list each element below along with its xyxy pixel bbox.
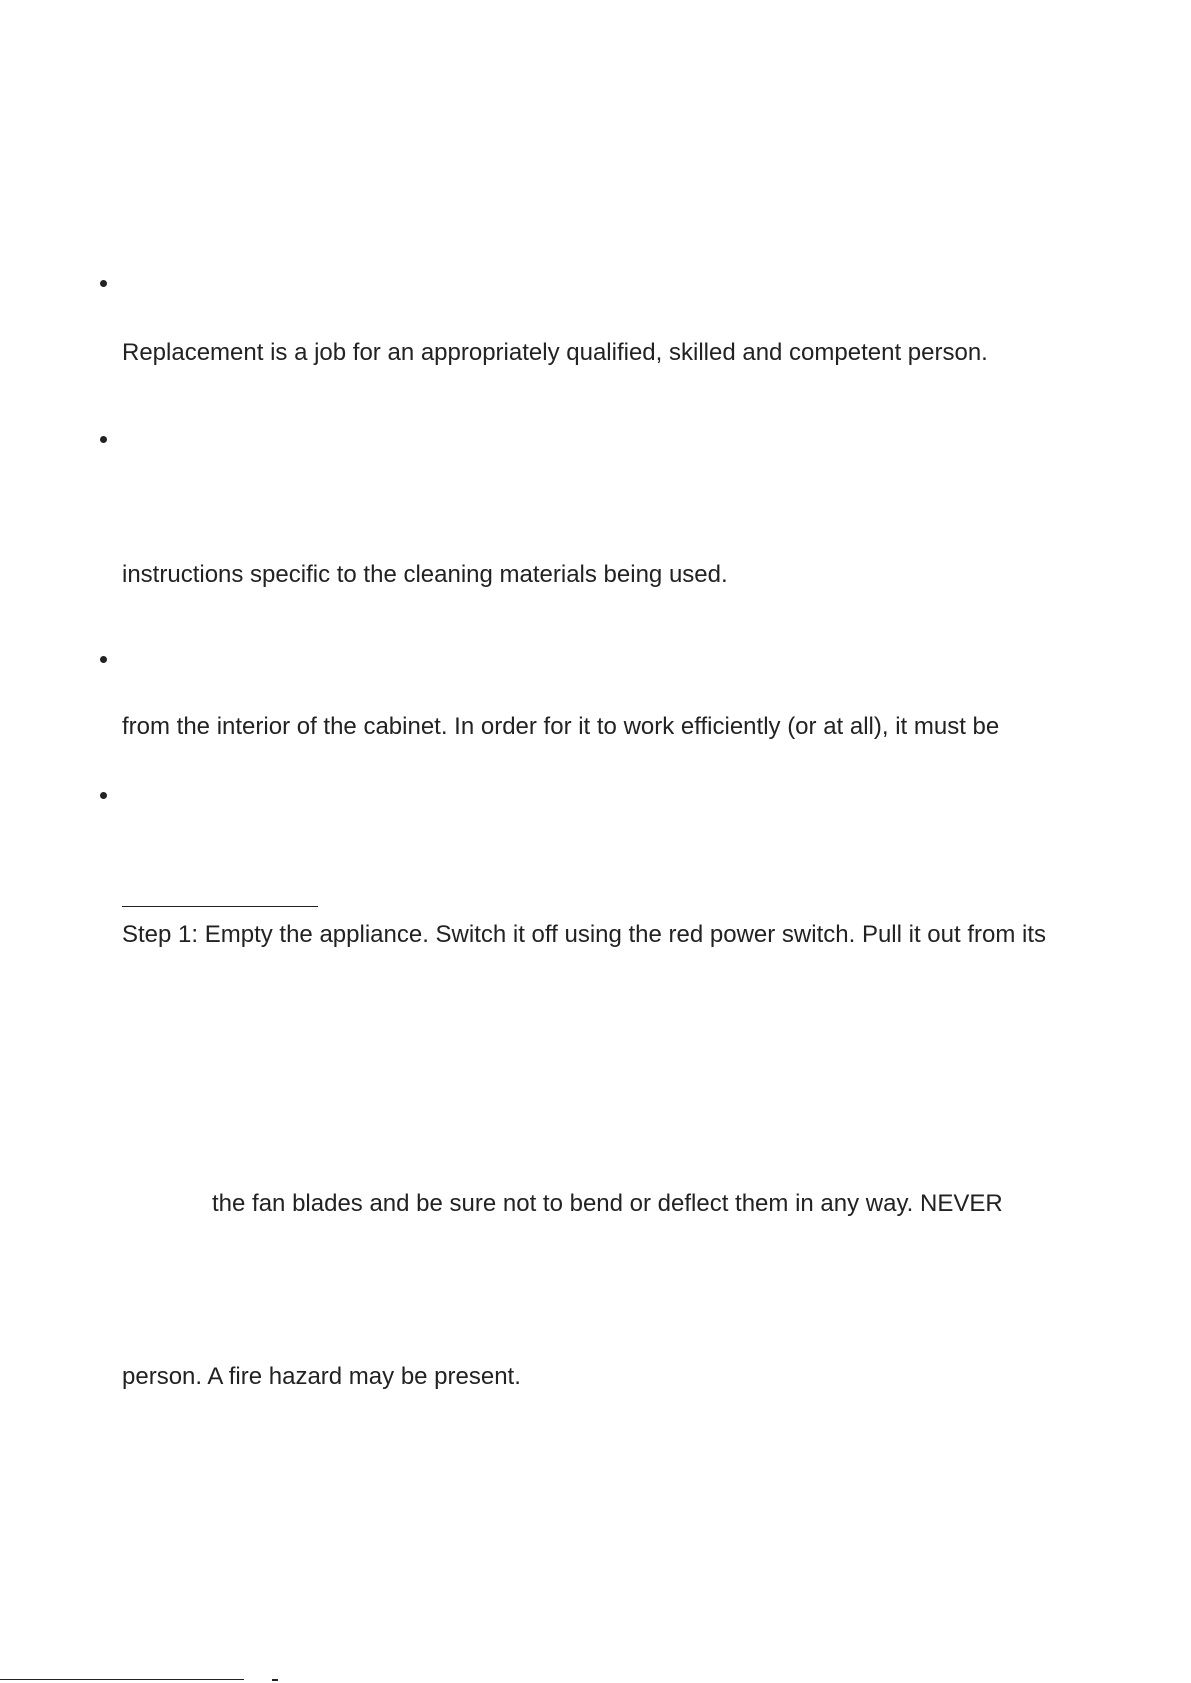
bullet-marker-3 xyxy=(100,656,107,663)
text-line-fire-hazard: person. A fire hazard may be present. xyxy=(122,1363,521,1390)
separator-rule xyxy=(122,906,318,907)
footnote-tick xyxy=(272,1679,278,1681)
bullet-marker-2 xyxy=(100,436,107,443)
text-line-step-1: Step 1: Empty the appliance. Switch it off using the red power switch. Pull it out from its xyxy=(122,921,1046,948)
bullet-marker-1 xyxy=(100,280,107,287)
text-line-cabinet-interior: from the interior of the cabinet. In order for it to work efficiently (or at all), it must be xyxy=(122,713,1000,740)
text-line-fan-blades: the fan blades and be sure not to bend or deflect them in any way. NEVER xyxy=(212,1190,1003,1217)
bullet-marker-4 xyxy=(100,792,107,799)
text-line-cleaning-instructions: instructions specific to the cleaning materials being used. xyxy=(122,561,728,588)
footnote-rule xyxy=(0,1679,244,1680)
text-line-replacement: Replacement is a job for an appropriately qualified, skilled and competent person. xyxy=(122,339,988,366)
